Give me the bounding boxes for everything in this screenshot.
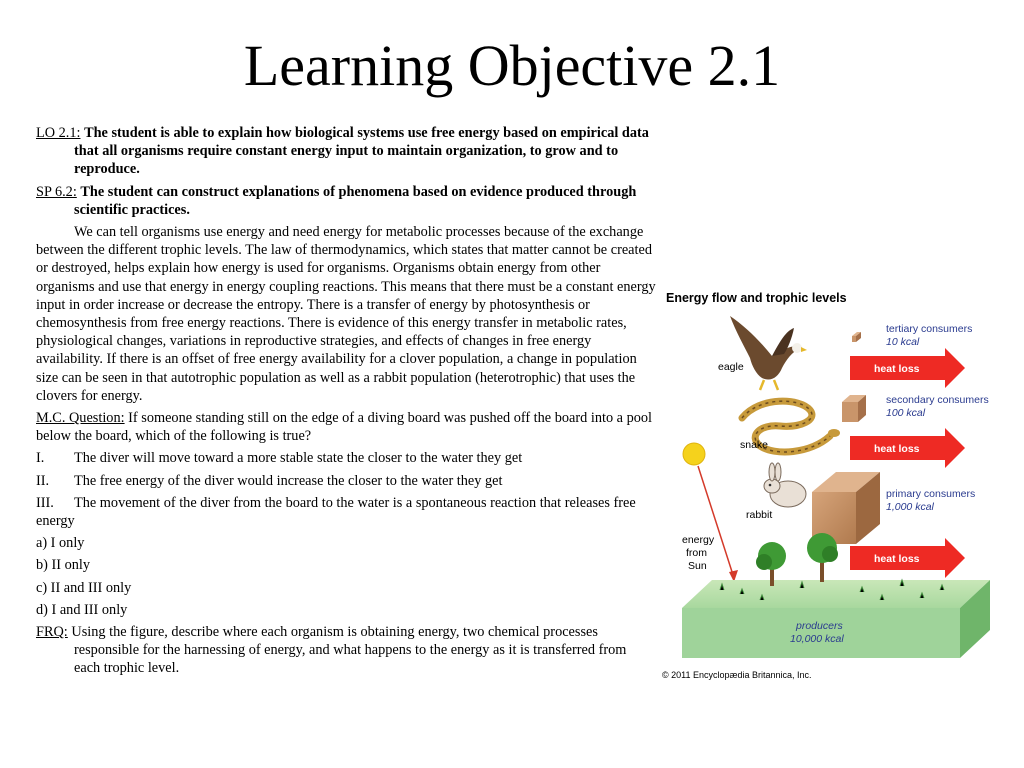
frq	[36, 623, 656, 678]
statement-2	[36, 472, 656, 490]
tertiary-label: tertiary consumers	[886, 323, 973, 335]
statement-1	[36, 449, 656, 467]
primary-energy: 1,000 kcal	[886, 501, 934, 513]
figure-title: Energy flow and trophic levels	[666, 291, 847, 305]
sun-label-2: from	[686, 547, 707, 559]
tertiary-box	[852, 332, 861, 342]
choice-a: a) I only	[36, 535, 85, 552]
heat-loss-arrow-1	[850, 348, 965, 388]
slide-title: Learning Objective 2.1	[243, 33, 781, 98]
frq-label: FRQ:	[36, 624, 68, 641]
sp-text: The student can construct explanations of phenomena based on evidence produced through scientific practices.	[74, 183, 637, 218]
producers-energy: 10,000 kcal	[790, 633, 844, 645]
statement-num: III.	[36, 494, 54, 511]
secondary-energy: 100 kcal	[886, 407, 926, 419]
eagle-icon	[730, 316, 807, 390]
choice-b: b) II only	[36, 557, 90, 574]
sun-label-3: Sun	[688, 560, 707, 572]
heat-loss-arrow-2	[850, 428, 965, 468]
energy-flow-figure	[660, 286, 1000, 686]
statement-num: II.	[36, 472, 50, 489]
mc-question-text: If someone standing still on the edge of a diving board was pushed off the board into a pool below the board, which of the following is true?	[36, 410, 653, 445]
body-paragraph: We can tell organisms use energy and need energy for metabolic processes because of the exchange between the different trophic levels. The law of thermodynamics, which states that matter cannot be created or destroyed, helps explain how energy is used for organisms. Organisms obtain energy from other organisms and use that energy in energy coupling reactions. This means that there must be a constant energy input in order increase or decrease the entropy. There is a transfer of energy by photosynthesis or chemosynthesis from free energy reactions. There is evidence of this energy transfer in metabolic rates, physiological changes, variations in reproductive strategies, and effects of changes in free energy availability. If there is an offset of free energy availability for a clover population, a change in population size can be seen in that autotrophic population as well as a rabbit population (heterotrophic) that uses the clovers for energy.	[36, 224, 656, 404]
choice-c: c) II and III only	[36, 579, 132, 596]
frq-text: Using the figure, describe where each organism is obtaining energy, two chemical processes responsible for the harnessing of energy, and what happens to the energy as it is transferred from each trophic level.	[71, 624, 627, 677]
lo-text: The student is able to explain how biological systems use free energy based on empirical data that all organisms require constant energy input to maintain organization, to grow and to reproduce.	[74, 125, 649, 178]
choice-d: d) I and III only	[36, 601, 128, 618]
heat-loss-label: heat loss	[874, 553, 920, 565]
heat-loss-arrow-3	[850, 538, 965, 578]
heat-loss-label: heat loss	[874, 443, 920, 455]
mc-label: M.C. Question:	[36, 410, 125, 427]
tree-icon	[807, 533, 838, 582]
tertiary-energy: 10 kcal	[886, 336, 920, 348]
learning-objective	[36, 124, 656, 179]
sun-icon	[683, 443, 705, 465]
producers-block	[682, 580, 990, 658]
rabbit-label: rabbit	[746, 509, 773, 521]
producers-label: producers	[796, 620, 843, 632]
secondary-box	[842, 395, 866, 422]
secondary-label: secondary consumers	[886, 394, 989, 406]
sun-label-1: energy	[682, 534, 715, 546]
lo-label: LO 2.1:	[36, 125, 81, 141]
copyright-notice: © 2011 Encyclopædia Britannica, Inc.	[662, 670, 812, 680]
tree-icon	[756, 542, 786, 586]
statement-num: I.	[36, 450, 45, 467]
statement-text: The diver will move toward a more stable state the closer to the water they get	[74, 450, 523, 467]
science-practice	[36, 183, 656, 219]
mc-question	[36, 409, 656, 445]
eagle-label: eagle	[718, 361, 744, 373]
rabbit-icon	[764, 463, 806, 507]
snake-label: snake	[740, 439, 769, 451]
statement-text: The movement of the diver from the board to the water is a spontaneous reaction that releases free energy	[36, 494, 636, 530]
sp-label: SP 6.2:	[36, 183, 77, 200]
slide-body	[36, 124, 656, 682]
statement-3	[36, 494, 656, 530]
statement-text: The free energy of the diver would increase the closer to the water they get	[74, 472, 503, 489]
figure-svg	[660, 286, 1000, 686]
heat-loss-label: heat loss	[874, 363, 920, 375]
primary-label: primary consumers	[886, 488, 976, 500]
